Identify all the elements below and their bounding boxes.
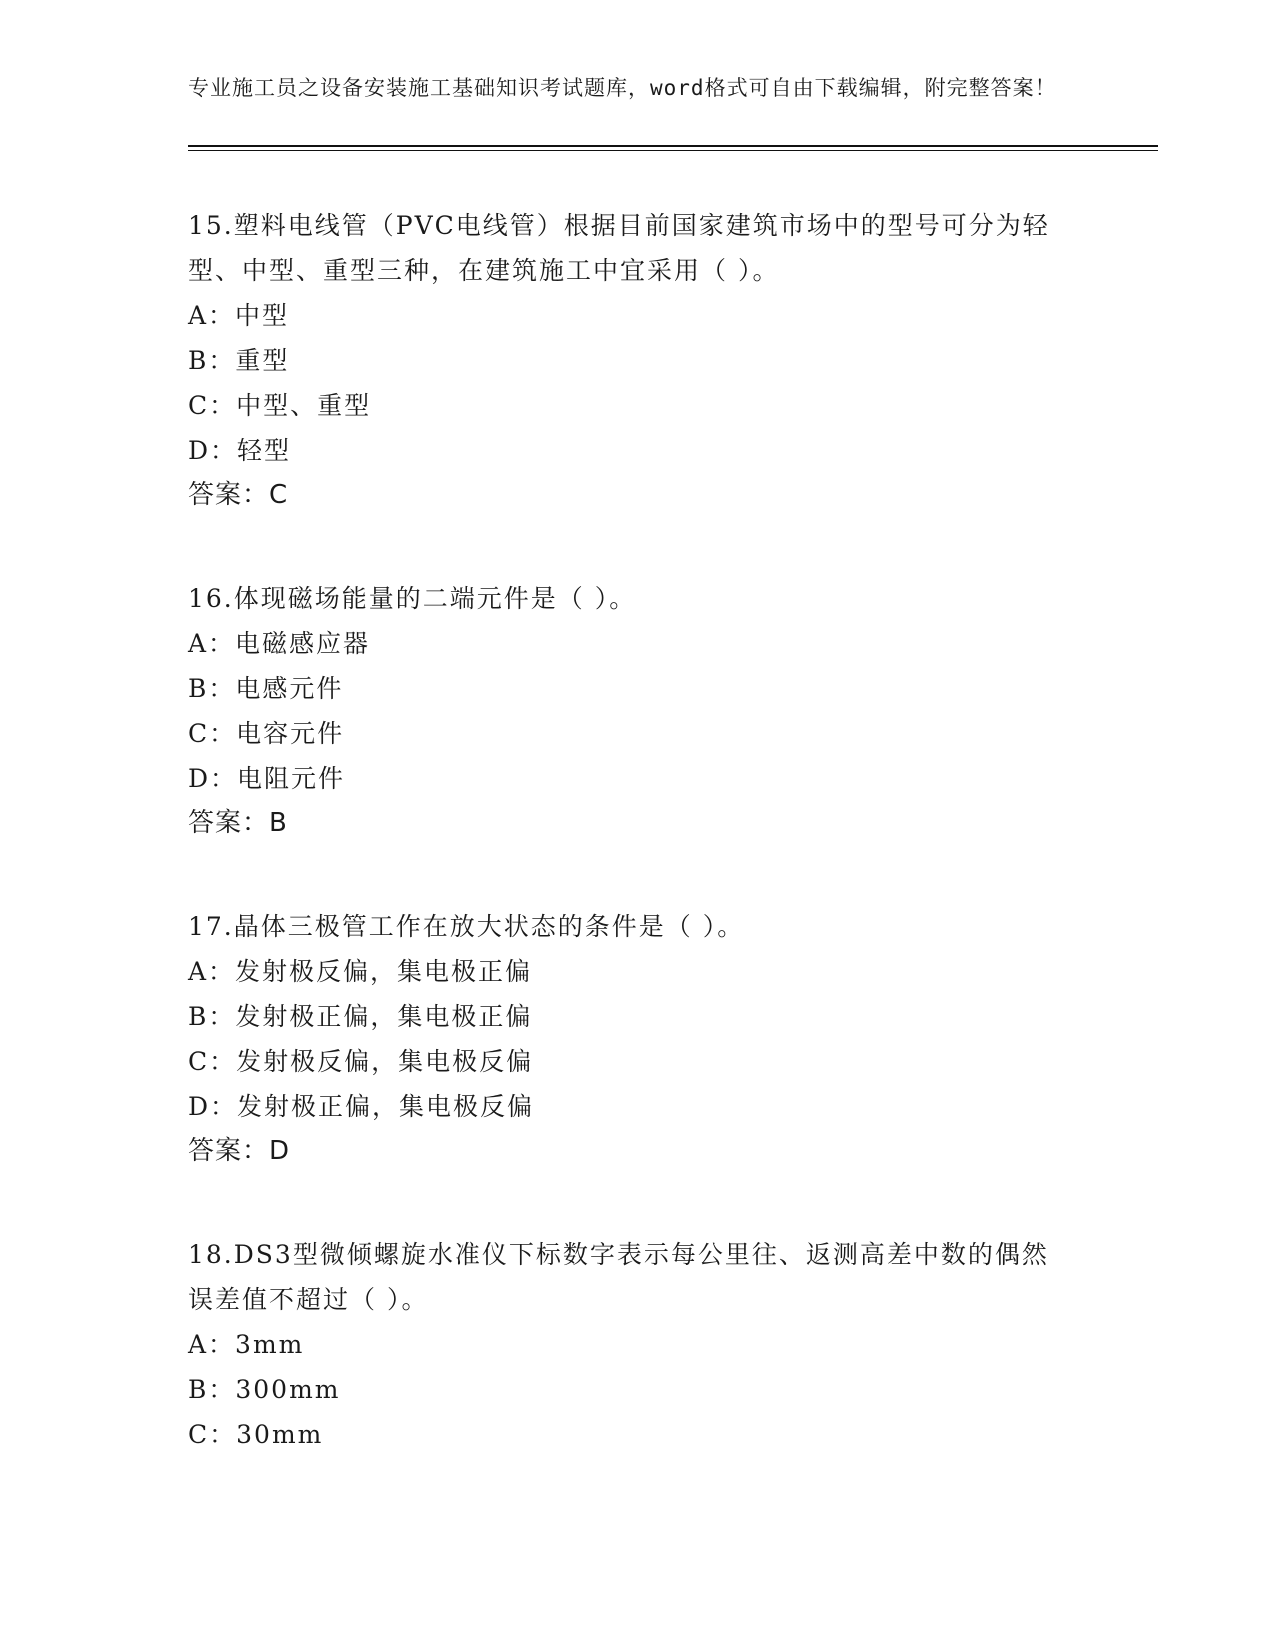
option-a: A：电磁感应器 <box>188 629 371 658</box>
question-18 <box>188 1232 1148 1457</box>
question-17 <box>188 904 1148 1174</box>
option-b: B：发射极正偏，集电极正偏 <box>188 1002 533 1031</box>
document-header: 专业施工员之设备安装施工基础知识考试题库，word格式可自由下载编辑，附完整答案！ <box>188 76 1057 100</box>
option-c: C：30mm <box>188 1420 324 1449</box>
question-16 <box>188 576 1148 846</box>
header-divider <box>188 145 1158 151</box>
option-c: C：电容元件 <box>188 719 345 748</box>
option-a: A：发射极反偏，集电极正偏 <box>188 957 533 986</box>
option-a: A：中型 <box>188 301 290 330</box>
option-d: D：轻型 <box>188 436 292 465</box>
answer: 答案：D <box>188 1136 291 1166</box>
option-d: D：发射极正偏，集电极反偏 <box>188 1092 535 1121</box>
option-d: D：电阻元件 <box>188 764 346 793</box>
answer: 答案：C <box>188 480 289 510</box>
document-page <box>188 72 1148 1457</box>
option-a: A：3mm <box>188 1330 305 1359</box>
answer: 答案：B <box>188 808 288 838</box>
question-stem: 18.DS3型微倾螺旋水准仪下标数字表示每公里往、返测高差中数的偶然误差值不超过（ ）。 <box>188 1240 1049 1314</box>
question-15 <box>188 203 1148 518</box>
question-stem: 17.晶体三极管工作在放大状态的条件是（ ）。 <box>188 912 745 941</box>
option-c: C：中型、重型 <box>188 391 372 420</box>
option-b: B：电感元件 <box>188 674 344 703</box>
question-stem: 15.塑料电线管（PVC电线管）根据目前国家建筑市场中的型号可分为轻型、中型、重型三种，在建筑施工中宜采用（ ）。 <box>188 211 1050 285</box>
question-list <box>188 203 1148 1457</box>
option-c: C：发射极反偏，集电极反偏 <box>188 1047 534 1076</box>
option-b: B：300mm <box>188 1375 341 1404</box>
option-b: B：重型 <box>188 346 290 375</box>
question-stem: 16.体现磁场能量的二端元件是（ ）。 <box>188 584 637 613</box>
